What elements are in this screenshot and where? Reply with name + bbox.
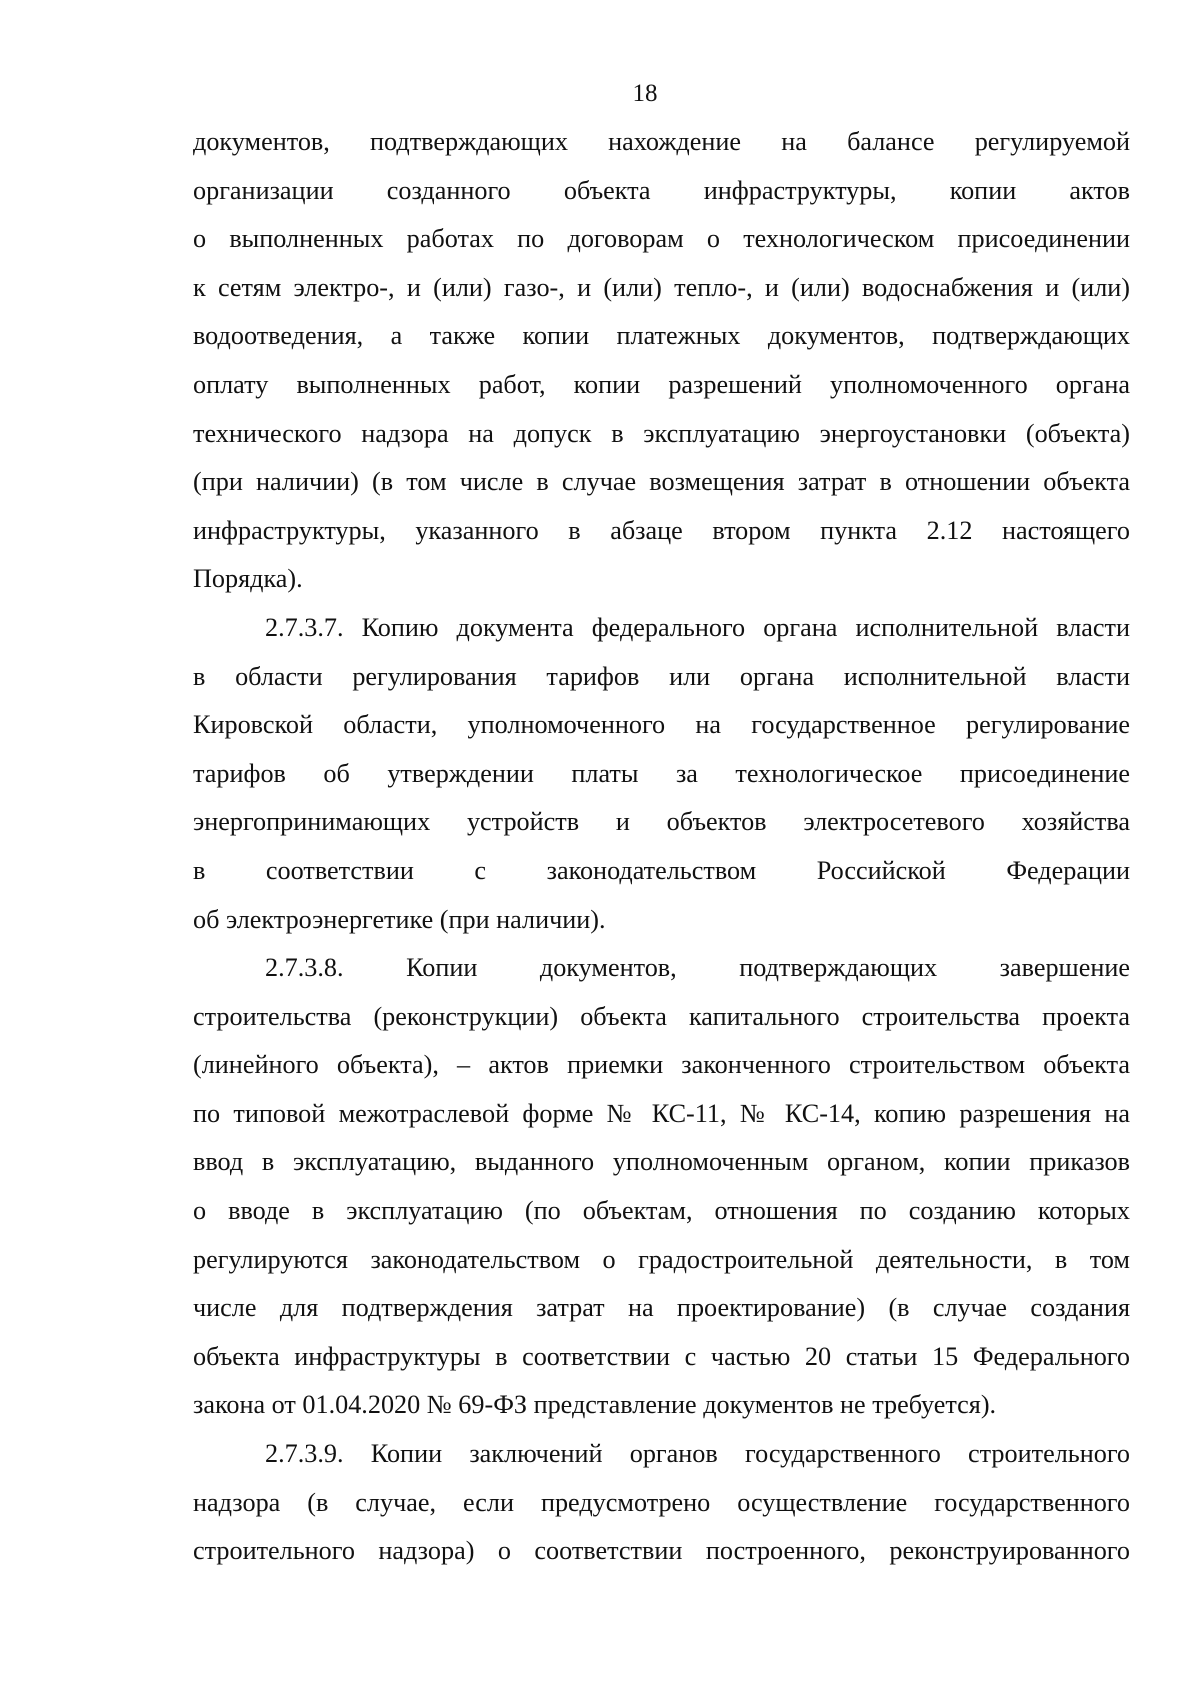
paragraph-2-7-3-8 [193, 944, 1130, 1430]
text-line: числе для подтверждения затрат на проектирование) (в случае создания [193, 1293, 1130, 1323]
text-line: надзора (в случае, если предусмотрено осуществление государственного [193, 1487, 1130, 1517]
text-line: ввод в эксплуатацию, выданного уполномоченным органом, копии приказов [193, 1147, 1130, 1177]
text-line: Порядка). [193, 564, 303, 594]
text-line: регулируются законодательством о градостроительной деятельности, в том [193, 1244, 1130, 1274]
text-line: о вводе в эксплуатацию (по объектам, отношения по созданию которых [193, 1196, 1130, 1226]
text-line: водоотведения, а также копии платежных документов, подтверждающих [193, 321, 1130, 351]
text-line: об электроэнергетике (при наличии). [193, 904, 606, 934]
text-line: в соответствии с законодательством Российской Федерации [193, 855, 1130, 885]
text-line: по типовой межотраслевой форме № КС-11, № КС-14, копию разрешения на [193, 1098, 1130, 1128]
text-line: строительного надзора) о соответствии построенного, реконструированного [193, 1536, 1130, 1566]
text-line: тарифов об утверждении платы за технологическое присоединение [193, 758, 1130, 788]
text-line: документов, подтверждающих нахождение на балансе регулируемой [193, 127, 1130, 156]
text-line: энергопринимающих устройств и объектов электросетевого хозяйства [193, 807, 1130, 837]
text-line: к сетям электро-, и (или) газо-, и (или) тепло-, и (или) водоснабжения и (или) [193, 272, 1130, 302]
text-line: объекта инфраструктуры в соответствии с частью 20 статьи 15 Федерального [193, 1341, 1130, 1371]
text-line: о выполненных работах по договорам о технологическом присоединении [193, 224, 1130, 254]
text-line: 2.7.3.9. Копии заключений органов государственного строительного [265, 1439, 1130, 1469]
text-line: строительства (реконструкции) объекта капитального строительства проекта [193, 1001, 1130, 1031]
paragraph-2-7-3-9 [193, 1430, 1130, 1576]
text-line: закона от 01.04.2020 № 69-ФЗ представление документов не требуется). [193, 1390, 997, 1420]
page-number: 18 [632, 80, 658, 107]
text-line: (линейного объекта), – актов приемки законченного строительством объекта [193, 1050, 1130, 1080]
text-line: в области регулирования тарифов или органа исполнительной власти [193, 661, 1130, 691]
document-body [193, 118, 1130, 1576]
text-line: 2.7.3.7. Копию документа федерального органа исполнительной власти [265, 612, 1130, 642]
text-line: инфраструктуры, указанного в абзаце втором пункта 2.12 настоящего [193, 515, 1130, 545]
text-line: оплату выполненных работ, копии разрешений уполномоченного органа [193, 369, 1130, 399]
paragraph-continuation [193, 118, 1130, 604]
text-line: технического надзора на допуск в эксплуатацию энергоустановки (объекта) [193, 418, 1130, 448]
text-line: организации созданного объекта инфраструктуры, копии актов [193, 175, 1130, 205]
paragraph-2-7-3-7 [193, 604, 1130, 944]
text-line: (при наличии) (в том числе в случае возмещения затрат в отношении объекта [193, 467, 1130, 497]
text-line: 2.7.3.8. Копии документов, подтверждающих завершение [265, 953, 1130, 983]
text-line: Кировской области, уполномоченного на государственное регулирование [193, 710, 1130, 740]
